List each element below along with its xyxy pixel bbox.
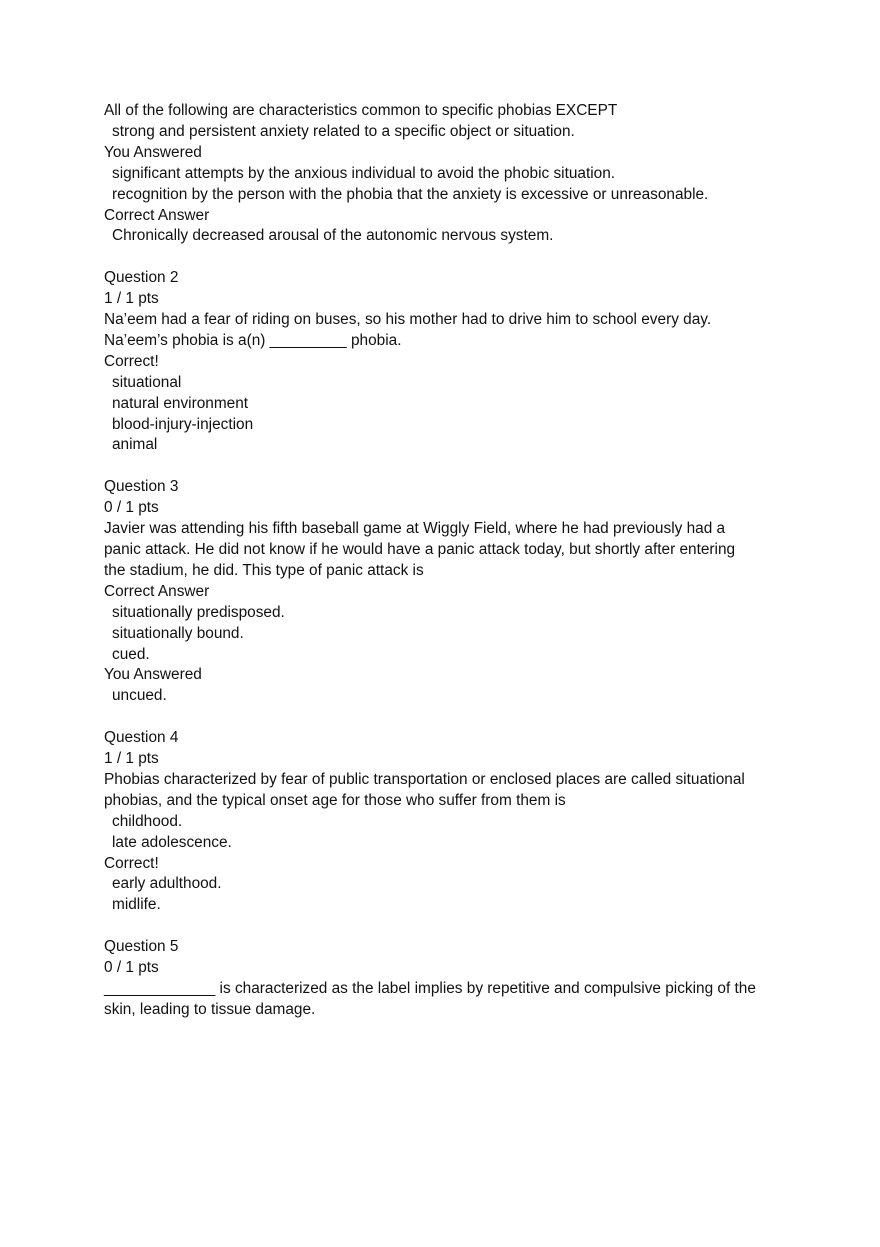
answer-option: late adolescence. (112, 833, 232, 851)
question-score: 0 / 1 pts (104, 959, 159, 977)
correct-answer-label: Correct Answer (104, 206, 210, 224)
question-score: 1 / 1 pts (104, 290, 159, 308)
question-4-block (104, 728, 794, 916)
question-prompt-line: skin, leading to tissue damage. (104, 1000, 316, 1018)
section-spacer (104, 456, 794, 477)
question-score: 0 / 1 pts (104, 499, 159, 517)
answer-option: significant attempts by the anxious individual to avoid the phobic situation. (112, 164, 616, 182)
question-1-prompt: All of the following are characteristics common to specific phobias EXCEPT (104, 102, 618, 119)
answer-option: midlife. (112, 896, 161, 914)
question-prompt-line: Na’eem had a fear of riding on buses, so his mother had to drive him to school every day. (104, 311, 712, 329)
question-title: Question 3 (104, 478, 179, 496)
question-prompt-line: phobias, and the typical onset age for those who suffer from them is (104, 791, 566, 809)
question-prompt-line: Na’eem’s phobia is a(n) _________ phobia. (104, 331, 402, 349)
answer-option: situationally bound. (112, 624, 244, 642)
answer-option: Chronically decreased arousal of the autonomic nervous system. (112, 227, 554, 245)
answer-option: situationally predisposed. (112, 603, 285, 621)
correct-label: Correct! (104, 854, 159, 872)
answer-option: cued. (112, 645, 150, 663)
question-1-block (104, 101, 794, 247)
question-score: 1 / 1 pts (104, 750, 159, 768)
question-3-block (104, 477, 794, 707)
question-prompt-line: panic attack. He did not know if he would have a panic attack today, but shortly after entering (104, 541, 736, 558)
answer-option: early adulthood. (112, 875, 222, 893)
question-prompt-line: Phobias characterized by fear of public transportation or enclosed places are called situational (104, 770, 745, 788)
correct-label: Correct! (104, 352, 159, 370)
section-spacer (104, 707, 794, 728)
correct-answer-label: Correct Answer (104, 582, 210, 600)
question-2-block (104, 268, 794, 456)
answer-option: blood-injury-injection (112, 415, 254, 433)
question-prompt-line: Javier was attending his fifth baseball game at Wiggly Field, where he had previously had a (104, 520, 726, 538)
answer-option: animal (112, 436, 158, 454)
question-prompt-line: _____________ is characterized as the label implies by repetitive and compulsive picking of the (104, 980, 756, 997)
you-answered-label: You Answered (104, 666, 202, 684)
answer-option: recognition by the person with the phobia that the anxiety is excessive or unreasonable. (112, 185, 709, 203)
question-title: Question 5 (104, 938, 179, 956)
quiz-results-document (104, 101, 794, 1021)
answer-option: situational (112, 373, 182, 391)
answer-option: natural environment (112, 394, 249, 412)
question-prompt-line: the stadium, he did. This type of panic attack is (104, 561, 424, 579)
answer-option: strong and persistent anxiety related to a specific object or situation. (112, 122, 575, 140)
question-title: Question 4 (104, 729, 179, 747)
section-spacer (104, 916, 794, 937)
question-title: Question 2 (104, 269, 179, 287)
question-5-block (104, 937, 794, 1021)
answer-option: childhood. (112, 812, 183, 830)
section-spacer (104, 247, 794, 268)
you-answered-label: You Answered (104, 143, 202, 161)
answer-option: uncued. (112, 687, 167, 705)
